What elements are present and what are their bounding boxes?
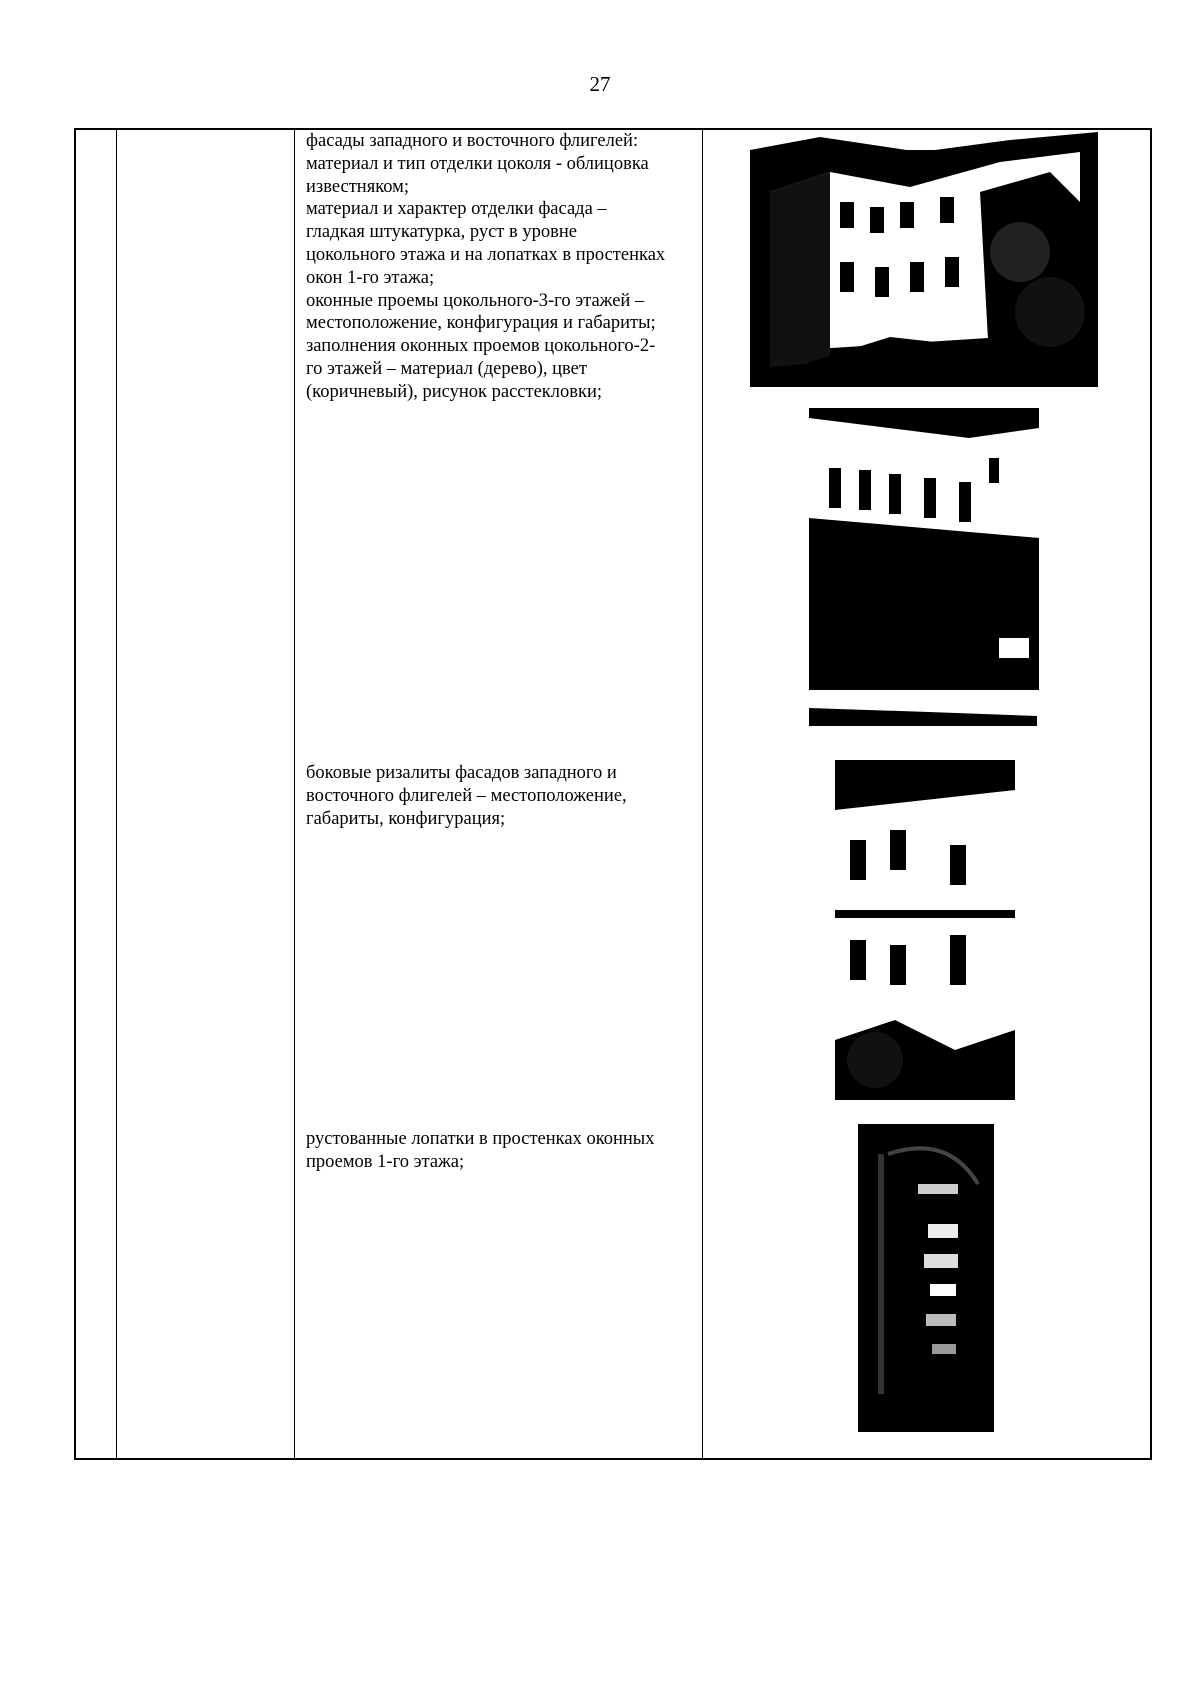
- text-line: окон 1-го этажа;: [306, 267, 435, 288]
- facade-photo-2-strip: [809, 700, 1037, 726]
- text-line: габариты, конфигурация;: [306, 808, 506, 829]
- text-line: заполнения оконных проемов цокольного-2-: [306, 336, 656, 357]
- text-line: материал и тип отделки цоколя - облицовка: [306, 153, 649, 174]
- text-block-pilasters: [306, 1128, 692, 1174]
- text-block-risalits: [306, 762, 692, 830]
- text-line: восточного флигелей – местоположение,: [306, 785, 627, 806]
- text-line: фасады западного и восточного флигелей:: [306, 131, 639, 151]
- risalit-photo: [835, 760, 1015, 1100]
- page-number: 27: [589, 72, 611, 96]
- text-line: местоположение, конфигурация и габариты;: [306, 313, 656, 334]
- column-divider-1: [116, 130, 117, 1458]
- facade-photo-1: [750, 132, 1098, 387]
- document-table: [74, 128, 1152, 1460]
- pilasters-photo: [858, 1124, 994, 1432]
- text-line: (коричневый), рисунок расстекловки;: [306, 381, 603, 402]
- facade-photo-2: [809, 408, 1039, 690]
- text-line: го этажей – материал (дерево), цвет: [306, 358, 587, 379]
- column-divider-2: [294, 130, 295, 1458]
- text-line: проемов 1-го этажа;: [306, 1151, 465, 1172]
- column-divider-3: [702, 130, 703, 1458]
- text-line: материал и характер отделки фасада –: [306, 199, 607, 220]
- text-line: оконные проемы цокольного-3-го этажей –: [306, 290, 645, 311]
- text-line: гладкая штукатурка, руст в уровне: [306, 222, 577, 243]
- text-line: боковые ризалиты фасадов западного и: [306, 763, 617, 783]
- text-line: цокольного этажа и на лопатках в простенках: [306, 244, 666, 265]
- text-block-facades: [306, 130, 692, 404]
- text-line: известняком;: [306, 176, 410, 197]
- text-line: рустованные лопатки в простенках оконных: [306, 1129, 655, 1149]
